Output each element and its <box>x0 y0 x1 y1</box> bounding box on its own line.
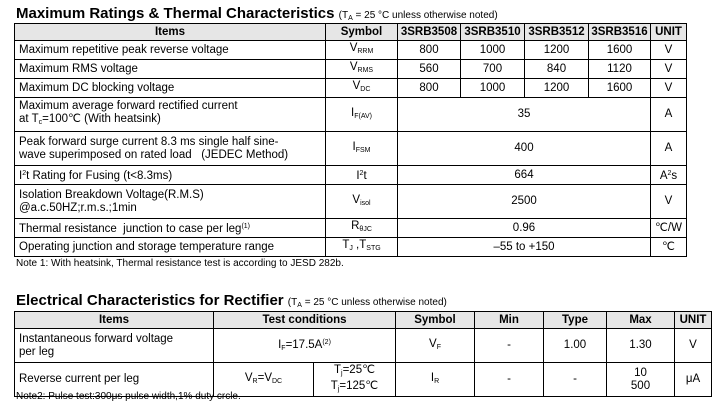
row-symbol: $I^2t$ <box>326 166 398 185</box>
row-unit: A <box>651 98 687 132</box>
table-row <box>15 219 687 238</box>
row-value: 2500 <box>398 185 651 219</box>
row-symbol: $V_{isol}$ <box>326 185 398 219</box>
row-condition-left: $V_R=V_{DC}$ <box>214 363 314 397</box>
row-value: 1200 <box>525 41 589 60</box>
table-row <box>15 238 687 257</box>
row-item: Maximum repetitive peak reverse voltage <box>15 41 326 60</box>
row-symbol: $R_{\theta JC}$ <box>326 219 398 238</box>
row-symbol: $V_F$ <box>396 329 475 363</box>
table-row <box>15 132 687 166</box>
table-row <box>15 329 712 363</box>
max-ratings-table <box>14 23 687 257</box>
header-3srb3512: 3SRB3512 <box>525 24 589 41</box>
row-item: Operating junction and storage temperature range <box>15 238 326 257</box>
header-max: Max <box>607 312 675 329</box>
row-max: 10 500 <box>607 363 675 397</box>
row-unit: V <box>675 329 712 363</box>
row-value: 1120 <box>589 60 651 79</box>
section2-title: Electrical Characteristics for Rectifier ($T_A = 25$ °C unless otherwise noted) <box>16 292 447 309</box>
row-symbol: $I_{FSM}$ <box>326 132 398 166</box>
row-value: 1200 <box>525 79 589 98</box>
row-symbol: $I_R$ <box>396 363 475 397</box>
table-header-row <box>15 24 687 41</box>
row-type: - <box>544 363 607 397</box>
table-row <box>15 98 687 132</box>
row-min: - <box>475 363 544 397</box>
header-symbol: Symbol <box>396 312 475 329</box>
section2-condition: ($T_A = 25$ °C unless otherwise noted) <box>287 297 447 309</box>
row-value: 0.96 <box>398 219 651 238</box>
row-unit: ℃/W <box>651 219 687 238</box>
header-items: Items <box>15 24 326 41</box>
row-item: Isolation Breakdown Voltage(R.M.S) @a.c.50HZ;r.m.s.;1min <box>15 185 326 219</box>
table-row <box>15 41 687 60</box>
row-unit: A <box>651 132 687 166</box>
row-item: Thermal resistance junction to case per leg$^{(1)}$ <box>15 219 326 238</box>
header-unit: UNIT <box>651 24 687 41</box>
row-condition-right: $T_j=25℃$ $T_j=125℃$ <box>314 363 396 397</box>
row-symbol: $V_{RMS}$ <box>326 60 398 79</box>
row-value: 800 <box>398 79 461 98</box>
row-unit: $A^2s$ <box>651 166 687 185</box>
row-value: –55 to +150 <box>398 238 651 257</box>
note-1: Note 1: With heatsink, Thermal resistance test is according to JESD 282b. <box>16 258 344 269</box>
section1-title: Maximum Ratings & Thermal Characteristics ($T_A = 25$ °C unless otherwise noted) <box>16 5 498 22</box>
note-2: Note2: Pulse test:300μs pulse width,1% duty crcle. <box>16 391 241 402</box>
row-value: 664 <box>398 166 651 185</box>
row-value: 35 <box>398 98 651 132</box>
row-unit: ℃ <box>651 238 687 257</box>
section1-condition: ($T_A = 25$ °C unless otherwise noted) <box>338 10 498 22</box>
row-unit: V <box>651 60 687 79</box>
row-value: 400 <box>398 132 651 166</box>
row-symbol: $V_{RRM}$ <box>326 41 398 60</box>
row-item: Peak forward surge current 8.3 ms single half sine- wave superimposed on rated load (JEDEC Method) <box>15 132 326 166</box>
row-unit: V <box>651 41 687 60</box>
row-unit: V <box>651 185 687 219</box>
header-unit: UNIT <box>675 312 712 329</box>
row-value: 1000 <box>461 79 525 98</box>
row-value: 700 <box>461 60 525 79</box>
header-3srb3516: 3SRB3516 <box>589 24 651 41</box>
table-header-row <box>15 312 712 329</box>
row-value: 1600 <box>589 41 651 60</box>
row-item: Instantaneous forward voltage per leg <box>15 329 214 363</box>
header-symbol: Symbol <box>326 24 398 41</box>
row-min: - <box>475 329 544 363</box>
row-type: 1.00 <box>544 329 607 363</box>
header-3srb3508: 3SRB3508 <box>398 24 461 41</box>
row-symbol: $T_J$ $,T_{STG}$ <box>326 238 398 257</box>
table-row <box>15 166 687 185</box>
header-items: Items <box>15 312 214 329</box>
header-3srb3510: 3SRB3510 <box>461 24 525 41</box>
row-symbol: $V_{DC}$ <box>326 79 398 98</box>
table-row <box>15 185 687 219</box>
row-item: Maximum RMS voltage <box>15 60 326 79</box>
row-value: 840 <box>525 60 589 79</box>
row-unit: μA <box>675 363 712 397</box>
row-item: Maximum DC blocking voltage <box>15 79 326 98</box>
header-test-conditions: Test conditions <box>214 312 396 329</box>
header-type: Type <box>544 312 607 329</box>
row-value: 1600 <box>589 79 651 98</box>
row-value: 800 <box>398 41 461 60</box>
header-min: Min <box>475 312 544 329</box>
row-item: Reverse current per leg <box>15 363 214 397</box>
row-item: Maximum average forward rectified current at $T_c=100℃$ (With heatsink) <box>15 98 326 132</box>
row-item: $I^2t$ Rating for Fusing (t<8.3ms) <box>15 166 326 185</box>
row-value: 1000 <box>461 41 525 60</box>
row-max: 1.30 <box>607 329 675 363</box>
row-symbol: $I_{F(AV)}$ <box>326 98 398 132</box>
row-value: 560 <box>398 60 461 79</box>
row-unit: V <box>651 79 687 98</box>
table-row <box>15 60 687 79</box>
electrical-table <box>14 311 712 397</box>
table-row <box>15 79 687 98</box>
row-condition: $I_F=17.5A^{(2)}$ <box>214 329 396 363</box>
